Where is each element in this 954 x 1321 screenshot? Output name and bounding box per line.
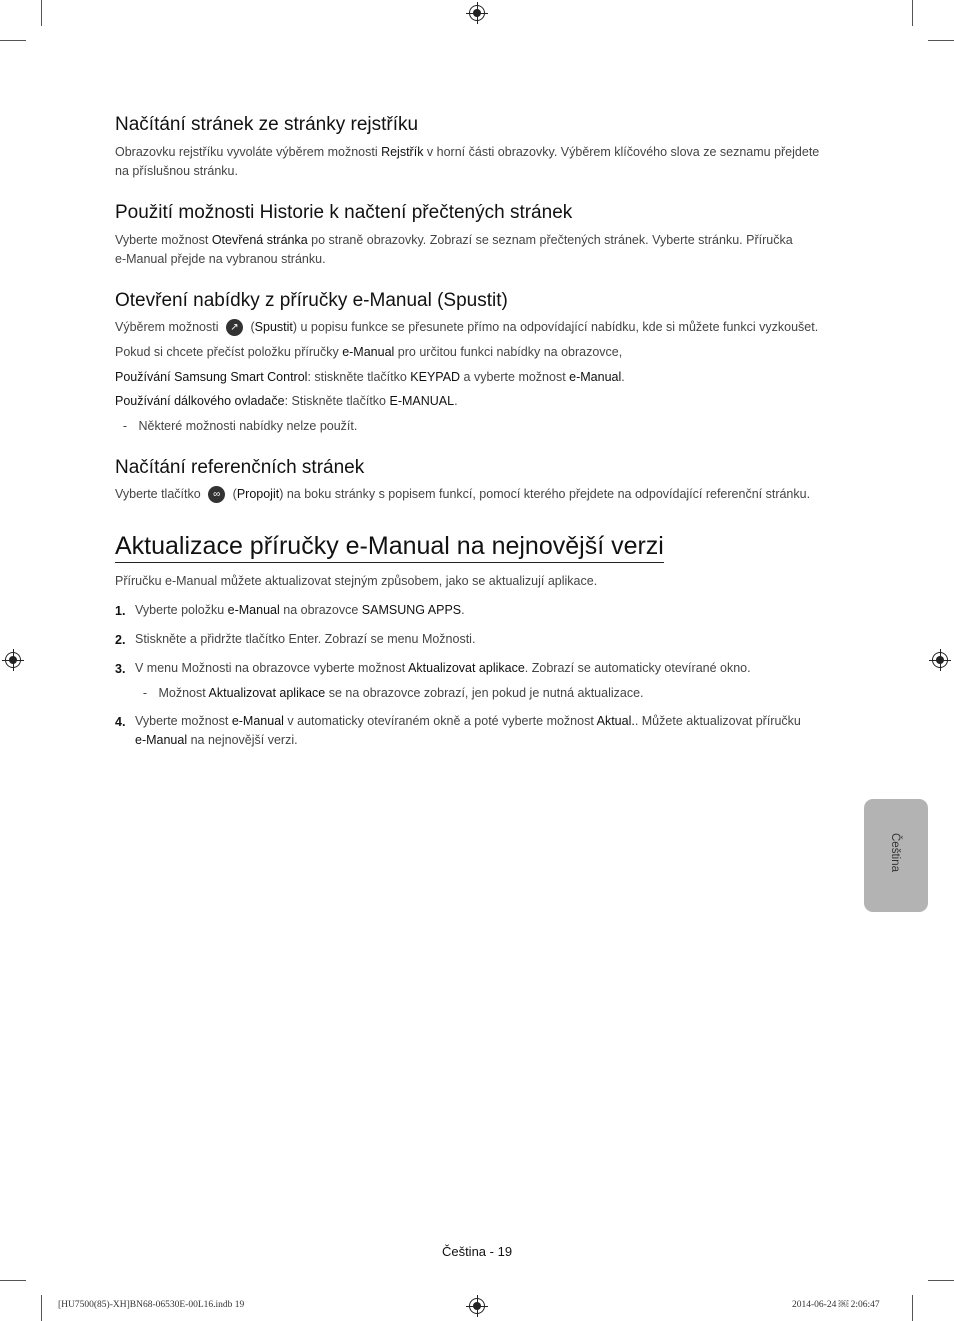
step-number: 2. [115, 633, 126, 647]
launch-line-1: Výběrem možnosti ↗ (Spustit) u popisu funkce se přesunete přímo na odpovídající nabídku, kde si můžete funkci vyzkoušet. [115, 318, 840, 337]
registration-mark-icon [469, 5, 485, 21]
crop-mark [912, 0, 913, 26]
section-heading-history: Použití možnosti Historie k načtení přečtených stránek [115, 202, 573, 223]
link-icon: ∞ [208, 486, 225, 503]
language-tab [864, 799, 928, 912]
step-3-note: - Možnost Aktualizovat aplikace se na obrazovce zobrazí, jen pokud je nutná aktualizace. [142, 686, 644, 700]
section-heading-launch: Otevření nabídky z příručky e-Manual (Spustit) [115, 290, 508, 311]
update-intro: Příručku e-Manual můžete aktualizovat stejným způsobem, jako se aktualizují aplikace. [115, 574, 598, 588]
crop-mark [41, 1295, 42, 1321]
launch-note: - Některé možnosti nabídky nelze použít. [122, 419, 358, 433]
step-2: Stiskněte a přidržte tlačítko Enter. Zobrazí se menu Možnosti. [135, 632, 476, 646]
crop-mark [0, 40, 26, 41]
crop-mark [41, 0, 42, 26]
crop-mark [928, 1280, 954, 1281]
history-paragraph: Vyberte možnost Otevřená stránka po straně obrazovky. Zobrazí se seznam přečtených stránek. Vyberte stránku. Příručka e-Manual přejde na vybranou stránku. [115, 233, 793, 266]
launch-icon: ↗ [226, 319, 243, 336]
imprint-date: 2014-06-24 ￼ 2:06:47 [792, 1300, 880, 1310]
crop-mark [912, 1295, 913, 1321]
registration-mark-icon [5, 652, 21, 668]
step-number: 4. [115, 715, 126, 729]
section-heading-reference: Načítání referenčních stránek [115, 457, 365, 478]
step-number: 1. [115, 604, 126, 618]
launch-line-2: Pokud si chcete přečíst položku příručky e-Manual pro určitou funkci nabídky na obrazovce, [115, 345, 623, 359]
crop-mark [928, 40, 954, 41]
language-tab-label: Čeština [889, 833, 901, 872]
reference-line-1: Vyberte tlačítko ∞ (Propojit) na boku stránky s popisem funkcí, pomocí kterého přejdete na odpovídající referenční stránku. [115, 485, 840, 504]
page-footer: Čeština - 19 [441, 1244, 513, 1259]
page-title: Aktualizace příručky e-Manual na nejnovější verzi [115, 532, 664, 563]
step-number: 3. [115, 662, 126, 676]
section-heading-index: Načítání stránek ze stránky rejstříku [115, 114, 419, 135]
step-3: V menu Možnosti na obrazovce vyberte možnost Aktualizovat aplikace. Zobrazí se automaticky otevírané okno. [135, 661, 751, 675]
imprint-file: [HU7500(85)-XH]BN68-06530E-00L16.indb 19 [58, 1300, 245, 1310]
registration-mark-icon [932, 652, 948, 668]
launch-line-4: Používání dálkového ovladače: Stiskněte tlačítko E-MANUAL. [115, 394, 458, 408]
step-1: Vyberte položku e-Manual na obrazovce SAMSUNG APPS. [135, 603, 465, 617]
crop-mark [0, 1280, 26, 1281]
registration-mark-icon [469, 1298, 485, 1314]
step-4: Vyberte možnost e-Manual v automaticky otevíraném okně a poté vyberte možnost Aktual.. Můžete aktualizovat příručku e-Manual na nejnovější verzi. [135, 714, 801, 747]
launch-line-3: Používání Samsung Smart Control: stiskněte tlačítko KEYPAD a vyberte možnost e-Manual. [115, 370, 625, 384]
index-paragraph: Obrazovku rejstříku vyvoláte výběrem možnosti Rejstřík v horní části obrazovky. Výběrem klíčového slova ze seznamu přejdete na příslušnou stránku. [115, 145, 820, 178]
